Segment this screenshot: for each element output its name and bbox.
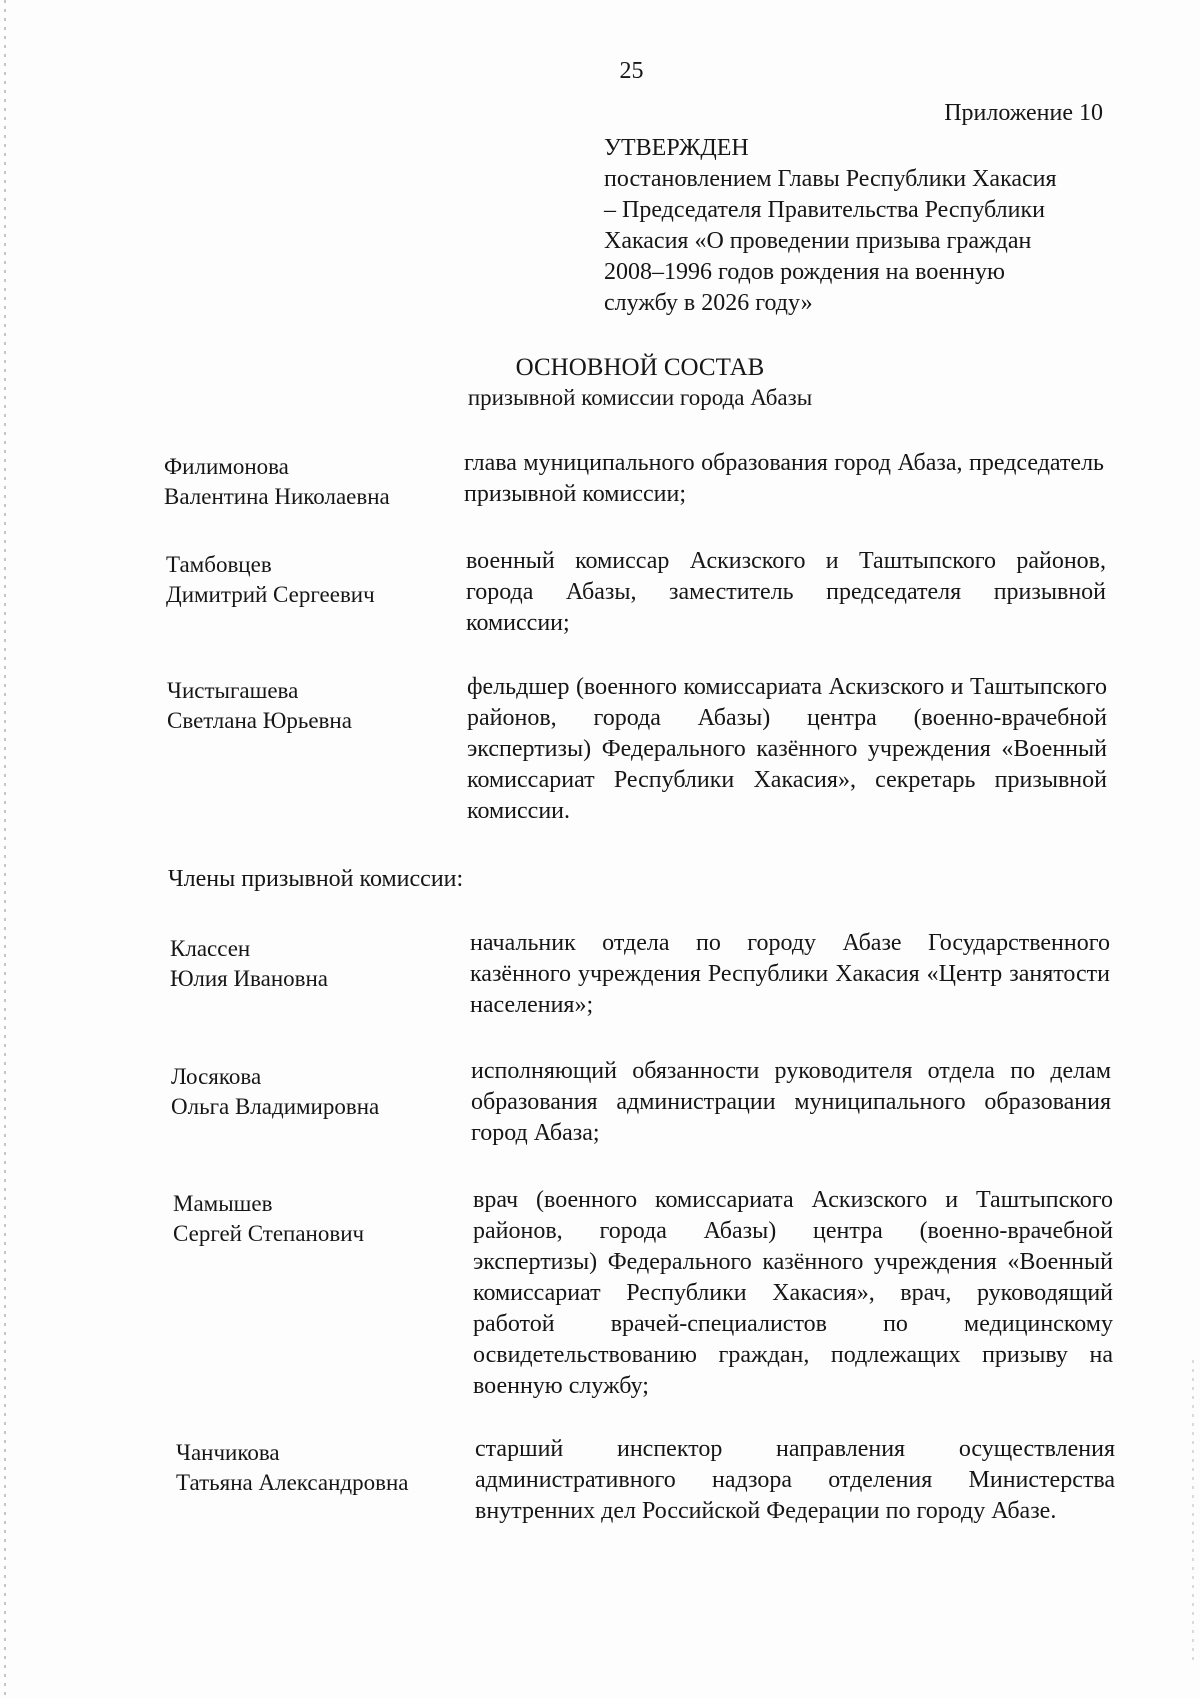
member-role: начальник отдела по городу Абазе Государственного казённого учреждения Республики Хакасия «Центр занятости населения»; (470, 930, 1110, 1018)
approval-line: – Председателя Правительства Республики (604, 197, 1045, 223)
document-title: ОСНОВНОЙ СОСТАВ (515, 354, 765, 381)
member-surname: Мамышев (173, 1191, 273, 1216)
member-surname: Классен (170, 936, 251, 961)
member-role: врач (военного комиссариата Аскизского и Таштыпского районов, города Абазы) центра (военно-врачебной экспертизы) Федерального казённого учреждения «Военный комиссариат Республики Хакасия», врач, руководящий работой врачей-специалистов по медицинскому освидетельствованию граждан, подлежащих призыву на военную службу; (473, 1187, 1113, 1399)
member-name (171, 1062, 379, 1122)
member-given-names: Юлия Ивановна (170, 966, 329, 991)
member-name (164, 452, 390, 512)
members-heading: Члены призывной комиссии: (168, 866, 464, 892)
member-given-names: Димитрий Сергеевич (166, 582, 375, 607)
appendix-label: Приложение 10 (944, 100, 1103, 126)
scan-edge-artifact-right (1192, 1360, 1194, 1660)
member-role: фельдшер (военного комиссариата Аскизского и Таштыпского районов, города Абазы) центра (военно-врачебной экспертизы) Федерального казённого учреждения «Военный комиссариат Республики Хакасия», секретарь призывной комиссии. (467, 674, 1107, 824)
approval-line: постановлением Главы Республики Хакасия (604, 166, 1057, 192)
member-role: старший инспектор направления осуществления административного надзора отделения Министерства внутренних дел Российской Федерации по городу Абазе. (475, 1436, 1115, 1524)
member-given-names: Сергей Степанович (173, 1221, 365, 1246)
approval-stamp: УТВЕРЖДЕН (604, 135, 749, 161)
member-surname: Чанчикова (176, 1440, 280, 1465)
member-name (173, 1189, 364, 1249)
member-given-names: Татьяна Александровна (176, 1470, 409, 1495)
member-given-names: Светлана Юрьевна (167, 708, 352, 733)
member-surname: Тамбовцев (166, 552, 272, 577)
approval-line: 2008–1996 годов рождения на военную (604, 259, 1005, 285)
scan-edge-artifact (4, 0, 6, 1698)
approval-line: службу в 2026 году» (604, 290, 813, 316)
member-role: глава муниципального образования город Абаза, председатель призывной комиссии; (464, 450, 1104, 507)
member-role: военный комиссар Аскизского и Таштыпского районов, города Абазы, заместитель председателя призывной комиссии; (466, 548, 1106, 636)
title-block (0, 353, 1200, 413)
member-name (176, 1438, 408, 1498)
member-name (166, 550, 375, 610)
member-surname: Лосякова (171, 1064, 262, 1089)
member-given-names: Ольга Владимировна (171, 1094, 380, 1119)
member-role: исполняющий обязанности руководителя отдела по делам образования администрации муниципального образования город Абаза; (471, 1058, 1111, 1146)
member-surname: Чистыгашева (167, 678, 299, 703)
page-number: 25 (619, 58, 644, 84)
member-name (170, 934, 328, 994)
member-name (167, 676, 352, 736)
member-given-names: Валентина Николаевна (164, 484, 390, 509)
document-subtitle: призывной комиссии города Абазы (467, 385, 813, 410)
approval-block (604, 133, 1124, 319)
approval-line: Хакасия «О проведении призыва граждан (604, 228, 1032, 254)
member-surname: Филимонова (164, 454, 289, 479)
